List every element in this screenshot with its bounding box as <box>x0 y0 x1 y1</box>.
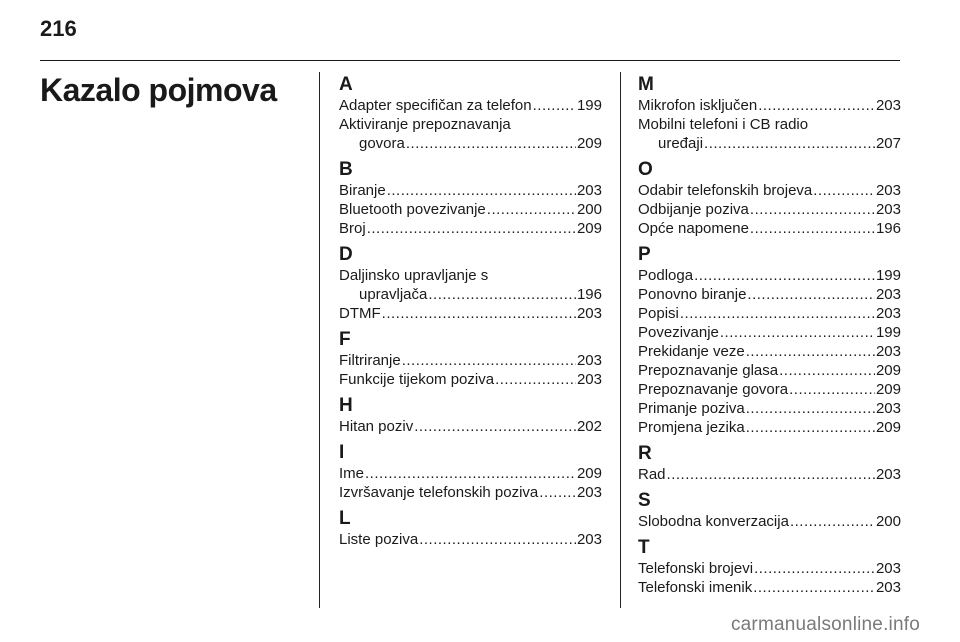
section-letter: M <box>638 74 654 95</box>
index-section <box>638 159 901 238</box>
index-entry-multiline <box>638 115 901 153</box>
section-letter: B <box>339 159 353 180</box>
entry-page-number: 199 <box>576 97 602 114</box>
index-entry[interactable] <box>638 559 901 578</box>
section-letter: A <box>339 74 353 95</box>
section-letter: I <box>339 442 345 463</box>
dot-leader <box>487 200 576 219</box>
entry-term: Ime <box>339 465 365 482</box>
index-entry[interactable] <box>638 181 901 200</box>
entry-term: Funkcije tijekom poziva <box>339 371 495 388</box>
index-entry[interactable] <box>638 96 901 115</box>
column-divider <box>319 72 320 608</box>
index-entry[interactable] <box>339 304 602 323</box>
section-letter: O <box>638 159 653 180</box>
index-entry[interactable] <box>339 464 602 483</box>
page-title: Kazalo pojmova <box>40 72 277 108</box>
dot-leader <box>754 559 875 578</box>
index-entry[interactable] <box>339 530 602 549</box>
section-letter: H <box>339 395 353 416</box>
index-section <box>339 508 602 549</box>
index-entry[interactable] <box>339 219 602 238</box>
dot-leader <box>387 181 576 200</box>
dot-leader <box>367 219 576 238</box>
entry-page-number: 200 <box>875 513 901 530</box>
entry-page-number: 199 <box>875 267 901 284</box>
section-letter: S <box>638 490 651 511</box>
entry-term: Promjena jezika <box>638 419 745 436</box>
column-divider <box>620 72 621 608</box>
index-entry[interactable] <box>638 465 901 484</box>
index-entry[interactable] <box>638 578 901 597</box>
dot-leader <box>414 417 576 436</box>
dot-leader <box>813 181 875 200</box>
entry-term: Slobodna konverzacija <box>638 513 789 530</box>
section-letter: F <box>339 329 351 350</box>
entry-term: Povezivanje <box>638 324 719 341</box>
entry-page-number: 196 <box>875 220 901 237</box>
entry-page-number: 203 <box>875 97 901 114</box>
entry-page-number: 196 <box>576 286 602 303</box>
index-section <box>638 490 901 531</box>
entry-page-number: 209 <box>576 135 602 152</box>
entry-page-number: 203 <box>576 531 602 548</box>
index-section <box>638 244 901 437</box>
entry-page-number: 203 <box>875 400 901 417</box>
dot-leader <box>746 342 875 361</box>
index-entry[interactable] <box>339 96 602 115</box>
entry-page-number: 209 <box>875 419 901 436</box>
dot-leader <box>746 418 875 437</box>
entry-term: Ponovno biranje <box>638 286 747 303</box>
index-entry[interactable] <box>638 134 901 153</box>
dot-leader <box>402 351 576 370</box>
dot-leader <box>382 304 576 323</box>
entry-term: Prepoznavanje glasa <box>638 362 779 379</box>
watermark: carmanualsonline.info <box>730 614 920 635</box>
page-number: 216 <box>40 16 77 41</box>
entry-term: govora <box>359 135 405 152</box>
entry-term: Filtriranje <box>339 352 401 369</box>
entry-page-number: 203 <box>875 343 901 360</box>
entry-term: Rad <box>638 466 666 483</box>
index-entry[interactable] <box>638 219 901 238</box>
index-section <box>339 395 602 436</box>
index-section <box>638 74 901 153</box>
entry-term: Opće napomene <box>638 220 749 237</box>
entry-page-number: 203 <box>875 182 901 199</box>
dot-leader <box>779 361 875 380</box>
entry-term-line: Mobilni telefoni i CB radio <box>638 116 809 133</box>
index-entry[interactable] <box>638 323 901 342</box>
entry-term: Primanje poziva <box>638 400 745 417</box>
index-entry[interactable] <box>339 200 602 219</box>
index-section <box>339 442 602 502</box>
index-entry[interactable] <box>638 342 901 361</box>
index-column-1 <box>339 72 602 555</box>
index-entry[interactable] <box>339 351 602 370</box>
dot-leader <box>365 464 576 483</box>
index-entry[interactable] <box>638 361 901 380</box>
entry-page-number: 203 <box>875 466 901 483</box>
entry-page-number: 202 <box>576 418 602 435</box>
entry-term: Liste poziva <box>339 531 419 548</box>
dot-leader <box>746 399 875 418</box>
entry-page-number: 200 <box>576 201 602 218</box>
entry-page-number: 199 <box>875 324 901 341</box>
dot-leader <box>789 380 875 399</box>
index-section <box>339 329 602 389</box>
index-entry[interactable] <box>638 399 901 418</box>
entry-page-number: 209 <box>576 220 602 237</box>
dot-leader <box>533 96 576 115</box>
entry-page-number: 203 <box>875 305 901 322</box>
index-entry[interactable] <box>638 200 901 219</box>
section-letter: L <box>339 508 351 529</box>
entry-page-number: 203 <box>576 305 602 322</box>
entry-term: Biranje <box>339 182 386 199</box>
entry-page-number: 203 <box>576 371 602 388</box>
index-entry[interactable] <box>339 483 602 502</box>
dot-leader <box>539 483 576 502</box>
dot-leader <box>790 512 875 531</box>
section-letter: R <box>638 443 652 464</box>
entry-term-line: Aktiviranje prepoznavanja <box>339 116 511 133</box>
dot-leader <box>704 134 875 153</box>
index-entry-multiline <box>339 115 602 153</box>
entry-page-number: 203 <box>576 182 602 199</box>
dot-leader <box>758 96 875 115</box>
entry-term: upravljača <box>359 286 428 303</box>
index-section <box>339 74 602 153</box>
entry-page-number: 209 <box>875 381 901 398</box>
dot-leader <box>419 530 576 549</box>
index-entry-multiline <box>339 266 602 304</box>
index-entry[interactable] <box>638 285 901 304</box>
dot-leader <box>750 219 875 238</box>
entry-term: DTMF <box>339 305 381 322</box>
entry-page-number: 203 <box>875 560 901 577</box>
index-entry[interactable] <box>638 304 901 323</box>
index-entry[interactable] <box>339 134 602 153</box>
index-entry[interactable] <box>339 370 602 389</box>
index-section <box>339 159 602 238</box>
entry-term-line: Daljinsko upravljanje s <box>339 267 489 284</box>
entry-page-number: 203 <box>875 286 901 303</box>
index-section <box>638 443 901 484</box>
index-entry[interactable] <box>638 266 901 285</box>
header-rule <box>40 60 900 61</box>
entry-term: Prepoznavanje govora <box>638 381 789 398</box>
index-entry[interactable] <box>339 181 602 200</box>
entry-term: Telefonski brojevi <box>638 560 754 577</box>
entry-page-number: 203 <box>875 579 901 596</box>
entry-term: uređaji <box>658 135 704 152</box>
entry-page-number: 209 <box>875 362 901 379</box>
index-entry[interactable] <box>638 380 901 399</box>
section-letter: P <box>638 244 651 265</box>
entry-term: Popisi <box>638 305 679 322</box>
entry-term: Bluetooth povezivanje <box>339 201 486 218</box>
index-entry[interactable] <box>638 512 901 531</box>
index-section <box>339 244 602 323</box>
index-column-2 <box>638 72 901 603</box>
dot-leader <box>750 200 875 219</box>
entry-page-number: 207 <box>875 135 901 152</box>
index-section <box>638 537 901 597</box>
entry-page-number: 203 <box>576 352 602 369</box>
entry-term: Mikrofon isključen <box>638 97 758 114</box>
entry-term: Prekidanje veze <box>638 343 745 360</box>
section-letter: T <box>638 537 650 558</box>
entry-page-number: 209 <box>576 465 602 482</box>
dot-leader <box>747 285 875 304</box>
dot-leader <box>406 134 576 153</box>
index-entry[interactable] <box>339 417 602 436</box>
entry-term: Odabir telefonskih brojeva <box>638 182 813 199</box>
dot-leader <box>495 370 576 389</box>
dot-leader <box>428 285 576 304</box>
dot-leader <box>680 304 875 323</box>
entry-term: Adapter specifičan za telefon <box>339 97 532 114</box>
index-entry[interactable] <box>638 418 901 437</box>
entry-term: Odbijanje poziva <box>638 201 749 218</box>
dot-leader <box>694 266 875 285</box>
dot-leader <box>753 578 875 597</box>
index-entry[interactable] <box>339 285 602 304</box>
entry-term: Telefonski imenik <box>638 579 753 596</box>
entry-term: Broj <box>339 220 366 237</box>
entry-page-number: 203 <box>576 484 602 501</box>
section-letter: D <box>339 244 353 265</box>
dot-leader <box>667 465 875 484</box>
entry-term: Izvršavanje telefonskih poziva <box>339 484 539 501</box>
entry-term: Hitan poziv <box>339 418 414 435</box>
entry-page-number: 203 <box>875 201 901 218</box>
dot-leader <box>720 323 875 342</box>
entry-term: Podloga <box>638 267 694 284</box>
